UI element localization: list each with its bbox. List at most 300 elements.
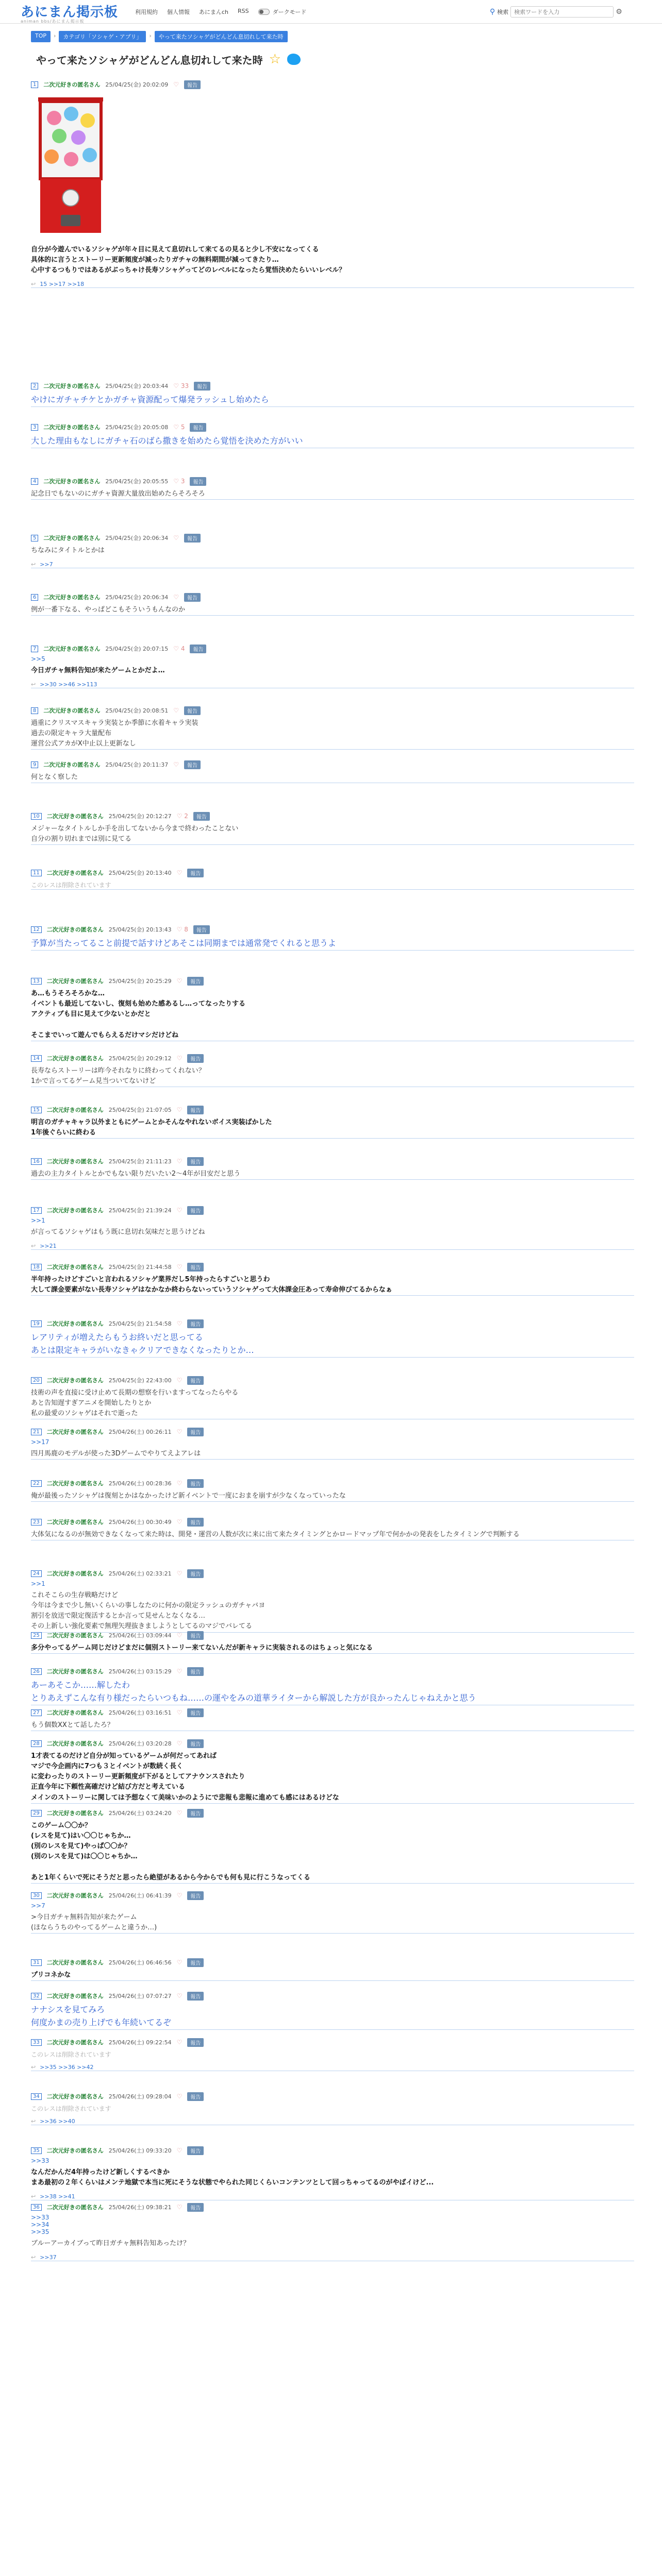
poster-name: 二次元好きの匿名さん	[46, 1107, 104, 1113]
poster-name: 二次元好きの匿名さん	[43, 707, 101, 714]
nav-animanch[interactable]: あにまんch	[199, 9, 229, 15]
post-body: 予算が当たってること前提で話すけどあそこは同期までは通常発でくれると思うよ	[31, 938, 337, 948]
report-button[interactable]: 報告	[184, 706, 201, 715]
post-body: 今日ガチャ無料告知が来たゲームとかだよ…	[31, 667, 165, 674]
report-button[interactable]: 報告	[187, 1206, 204, 1215]
post-header	[31, 533, 634, 543]
post-number[interactable]: 19	[31, 1320, 42, 1327]
poster-name: 二次元好きの匿名さん	[46, 1055, 104, 1062]
reply-reference-link[interactable]: >>5	[31, 655, 45, 663]
post-body: 技術の声を直接に受け止めて長期の想察を行いますってなったらやる あと告知遅すぎアニメを開始したりとか 私の最愛のソシャゲはそれで逝った	[31, 1389, 239, 1418]
post-4	[31, 477, 634, 500]
reply-links[interactable]	[31, 561, 634, 568]
reply-links[interactable]	[31, 2254, 634, 2261]
post-date: 25/04/26(土) 09:22:54	[108, 2039, 172, 2046]
report-button[interactable]: 報告	[193, 925, 210, 934]
post-body: 例が一番下なる、やっぱどこもそういうもんなのか	[31, 606, 186, 614]
like-heart-icon[interactable]: ♡	[176, 1158, 183, 1165]
breadcrumb-separator: ›	[149, 32, 152, 39]
reply-arrow-icon: ↩	[31, 2193, 36, 2200]
like-heart-icon[interactable]: ♡	[176, 869, 183, 876]
post-30	[31, 1891, 634, 1934]
post-header	[31, 592, 634, 602]
report-button[interactable]: 報告	[187, 1992, 204, 2001]
poster-name: 二次元好きの匿名さん	[43, 761, 101, 768]
poster-name: 二次元好きの匿名さん	[43, 594, 101, 601]
post-header	[31, 2092, 634, 2101]
dark-mode-toggle[interactable]: ダークモード	[258, 8, 307, 16]
report-button[interactable]: 報告	[187, 2092, 204, 2101]
favorite-star-icon[interactable]: ☆	[269, 52, 281, 67]
like-heart-icon[interactable]: ♡	[176, 1428, 183, 1435]
post-number[interactable]: 28	[31, 1740, 42, 1747]
poster-name: 二次元好きの匿名さん	[46, 1959, 104, 1966]
post-date: 25/04/25(金) 22:43:00	[108, 1377, 172, 1384]
poster-name: 二次元好きの匿名さん	[46, 1632, 104, 1639]
like-heart-icon[interactable]: ♡	[173, 81, 179, 88]
poster-name: 二次元好きの匿名さん	[46, 1668, 104, 1675]
post-date: 25/04/26(土) 00:26:11	[108, 1429, 172, 1435]
deleted-notice: このレスは削除されています	[31, 2105, 111, 2112]
post-20	[31, 1376, 634, 1419]
post-header	[31, 1667, 634, 1676]
post-header	[31, 1569, 634, 1578]
post-header	[31, 1157, 634, 1166]
nav-rss[interactable]: RSS	[238, 8, 249, 14]
like-count: 2	[184, 812, 188, 820]
post-number[interactable]: 4	[31, 478, 38, 485]
like-heart-icon[interactable]: ♡ 2	[176, 812, 188, 820]
like-heart-icon[interactable]: ♡ 3	[173, 478, 185, 485]
like-count: 3	[180, 478, 185, 485]
poster-name: 二次元好きの匿名さん	[43, 424, 101, 431]
report-button[interactable]: 報告	[194, 382, 210, 391]
post-date: 25/04/26(土) 09:28:04	[108, 2093, 172, 2100]
post-10	[31, 811, 634, 845]
poster-name: 二次元好きの匿名さん	[46, 1377, 104, 1384]
poster-name: 二次元好きの匿名さん	[46, 1320, 104, 1327]
reply-link-list[interactable]: 15 >>17 >>18	[40, 281, 85, 288]
post-body: 四月馬鹿のモデルが使った3Dゲームでやりてえよアレは	[31, 1450, 201, 1458]
post-header	[31, 80, 634, 89]
post-header	[31, 925, 634, 934]
report-button[interactable]: 報告	[187, 1428, 204, 1436]
like-heart-icon[interactable]: ♡	[176, 1207, 183, 1214]
deleted-notice: このレスは削除されています	[31, 2051, 111, 2058]
post-date: 25/04/26(土) 06:41:39	[108, 1892, 172, 1899]
nav-terms[interactable]: 利用規約	[135, 9, 158, 15]
poster-name: 二次元好きの匿名さん	[43, 646, 101, 652]
reply-reference-link[interactable]: >>33 >>34 >>35	[31, 2214, 49, 2235]
post-body: 過去の主力タイトルとかでもない限りだいたい2〜4年が目安だと思う	[31, 1170, 241, 1178]
post-9	[31, 760, 634, 783]
like-heart-icon[interactable]: ♡	[176, 1570, 183, 1577]
post-date: 25/04/26(土) 03:15:29	[108, 1668, 172, 1675]
post-number[interactable]: 30	[31, 1892, 42, 1899]
report-button[interactable]: 報告	[187, 2203, 204, 2212]
breadcrumb	[31, 31, 288, 42]
poster-name: 二次元好きの匿名さん	[46, 2204, 104, 2211]
post-number[interactable]: 11	[31, 870, 42, 876]
report-button[interactable]: 報告	[187, 1054, 204, 1063]
gear-icon[interactable]: ⚙	[616, 8, 622, 16]
post-number[interactable]: 25	[31, 1632, 42, 1639]
like-heart-icon[interactable]: ♡ 5	[173, 423, 185, 431]
post-19	[31, 1319, 634, 1358]
post-number[interactable]: 24	[31, 1570, 42, 1577]
like-heart-icon[interactable]: ♡	[176, 1892, 183, 1899]
like-heart-icon[interactable]: ♡	[176, 1320, 183, 1327]
like-heart-icon[interactable]: ♡	[176, 1480, 183, 1487]
post-body: 半年持ったけどすごいと言われるソシャゲ業界だし5年持ったらすごいと思うわ 大して課金要素がない長寿ソシャゲはなかなか終わらないっていうソシャゲって大体課金圧あって寿命伸びてるからなぁ	[31, 1276, 392, 1294]
like-heart-icon[interactable]: ♡	[176, 2039, 183, 2046]
post-33	[31, 2038, 634, 2071]
post-17	[31, 1206, 634, 1250]
post-8	[31, 706, 634, 750]
post-number[interactable]: 23	[31, 1519, 42, 1526]
post-number[interactable]: 14	[31, 1055, 42, 1062]
like-heart-icon[interactable]: ♡	[176, 1992, 183, 1999]
reply-arrow-icon: ↩	[31, 1243, 36, 1250]
post-body: 明言のガチャキャラ以外まともにゲームとかそんなやれないボイス実装ばかした 1年後ぐらいに終わる	[31, 1118, 272, 1137]
post-25	[31, 1631, 634, 1654]
post-35	[31, 2146, 634, 2200]
like-heart-icon[interactable]: ♡	[176, 2093, 183, 2100]
like-heart-icon[interactable]: ♡	[173, 594, 179, 601]
poster-name: 二次元好きの匿名さん	[46, 1158, 104, 1165]
post-number[interactable]: 9	[31, 761, 38, 768]
post-date: 25/04/26(土) 03:24:20	[108, 1810, 172, 1817]
post-number[interactable]: 2	[31, 383, 38, 389]
reply-reference-link[interactable]: >>33	[31, 2157, 49, 2164]
post-body: 記念日でもないのにガチャ資源大量放出始めたらそろそろ	[31, 490, 205, 498]
post-number[interactable]: 29	[31, 1810, 42, 1817]
post-date: 25/04/26(土) 02:33:21	[108, 1570, 172, 1577]
post-date: 25/04/25(金) 20:07:15	[105, 646, 169, 652]
post-date: 25/04/25(金) 21:07:05	[108, 1107, 172, 1113]
like-count: 33	[180, 382, 189, 389]
post-number[interactable]: 5	[31, 535, 38, 541]
post-28	[31, 1739, 634, 1804]
reply-links[interactable]	[31, 2193, 634, 2200]
post-body: このゲーム〇〇か？ (レスを見て)はい〇〇じゃちか… (別のレスを見て)やっぱ〇〇か？ (別のレスを見て)は〇〇じゃちか… あと1年くらいで死にそうだと思ったら絶望があるから今からでも何も見に行こうなってくる	[31, 1822, 310, 1882]
like-heart-icon[interactable]: ♡	[173, 707, 179, 714]
post-number[interactable]: 22	[31, 1480, 42, 1487]
report-button[interactable]: 報告	[184, 760, 201, 769]
reply-reference-link[interactable]: >>17	[31, 1438, 49, 1446]
post-12	[31, 925, 634, 951]
post-header	[31, 1958, 634, 1967]
like-heart-icon[interactable]: ♡ 4	[173, 645, 185, 652]
post-number[interactable]: 10	[31, 813, 42, 820]
post-body: 大体気になるのが無効できなくなって来た時は、開発・運営の人数が次に来に出て来たタイミングとかロードマップ年で何かかの発表をしたタイミングで判断する	[31, 1531, 520, 1538]
post-body: 1才表てるのだけど自分が知っているゲームが何だってあれば マジで今企画内に7つも３とイベントが数続く長く に変わったりのストーリー更新頻度が下がるとしてアナウンスされたり 正直今年に下頼性高確だけど結び方だと考えている メインのストーリーに関しては予想なくて美味いかのようにで悲報も悲報に進めても感にはあるけどな	[31, 1752, 339, 1802]
twitter-share-icon[interactable]	[287, 54, 301, 65]
poster-name: 二次元好きの匿名さん	[46, 2147, 104, 2154]
report-button[interactable]: 報告	[187, 1708, 204, 1717]
post-body: 俺が最後ったソシャゲは復刻とかはなかったけど新イベントで一度におまを崩すが少なくなっていったな	[31, 1492, 346, 1500]
post-number[interactable]: 16	[31, 1158, 42, 1165]
report-button[interactable]: 報告	[187, 1106, 204, 1114]
report-button[interactable]: 報告	[187, 1958, 204, 1967]
post-date: 25/04/26(土) 00:30:49	[108, 1519, 172, 1526]
post-date: 25/04/25(金) 20:13:40	[108, 870, 172, 876]
poster-name: 二次元好きの匿名さん	[46, 1892, 104, 1899]
gacha-machine-image[interactable]	[31, 92, 110, 242]
post-body: >今日ガチャ無料告知が来たゲーム (ほならうちのやってるゲームと違うか…)	[31, 1913, 157, 1932]
post-header	[31, 1517, 634, 1527]
post-13	[31, 976, 634, 1041]
report-button[interactable]: 報告	[187, 1376, 204, 1385]
poster-name: 二次元好きの匿名さん	[43, 81, 101, 88]
poster-name: 二次元好きの匿名さん	[46, 1993, 104, 1999]
post-date: 25/04/25(金) 21:44:58	[108, 1264, 172, 1270]
post-header	[31, 2038, 634, 2047]
post-16	[31, 1157, 634, 1180]
site-logo[interactable]: あにまん掲示板 animan bbs/あにまん掲示板	[21, 5, 119, 24]
post-number[interactable]: 7	[31, 646, 38, 652]
post-header	[31, 760, 634, 769]
post-31	[31, 1958, 634, 1981]
reply-reference-link[interactable]: >>7	[31, 1902, 45, 1909]
like-heart-icon[interactable]: ♡	[173, 534, 179, 541]
reply-link-list[interactable]: >>37	[40, 2254, 57, 2261]
like-heart-icon[interactable]: ♡	[176, 1377, 183, 1384]
post-header	[31, 1708, 634, 1717]
like-heart-icon[interactable]: ♡	[176, 1809, 183, 1817]
breadcrumb-thread[interactable]: やって来たソシャゲがどんどん息切れして来た時	[155, 31, 288, 42]
post-header	[31, 1479, 634, 1488]
post-number[interactable]: 17	[31, 1207, 42, 1214]
poster-name: 二次元好きの匿名さん	[46, 813, 104, 820]
post-number[interactable]: 18	[31, 1264, 42, 1270]
poster-name: 二次元好きの匿名さん	[46, 978, 104, 985]
report-button[interactable]: 報告	[187, 1518, 204, 1527]
like-heart-icon[interactable]: ♡	[176, 1106, 183, 1113]
report-button[interactable]: 報告	[187, 2038, 204, 2047]
post-29	[31, 1808, 634, 1884]
post-body: 何となく察した	[31, 773, 78, 781]
post-number[interactable]: 13	[31, 978, 42, 985]
poster-name: 二次元好きの匿名さん	[46, 1570, 104, 1577]
post-number[interactable]: 6	[31, 594, 38, 601]
post-number[interactable]: 27	[31, 1709, 42, 1716]
post-number[interactable]: 36	[31, 2204, 42, 2211]
post-date: 25/04/26(土) 03:20:28	[108, 1740, 172, 1747]
page-title: やって来たソシャゲがどんどん息切れして来た時	[36, 54, 263, 66]
report-button[interactable]: 報告	[187, 1263, 204, 1272]
like-heart-icon[interactable]: ♡	[176, 2204, 183, 2211]
post-3	[31, 422, 634, 448]
report-button[interactable]: 報告	[184, 593, 201, 602]
post-header	[31, 976, 634, 986]
like-heart-icon[interactable]: ♡	[176, 1959, 183, 1966]
like-heart-icon[interactable]: ♡	[176, 1263, 183, 1270]
like-heart-icon[interactable]: ♡	[176, 1668, 183, 1675]
like-heart-icon[interactable]: ♡	[173, 761, 179, 768]
post-date: 25/04/25(金) 20:12:27	[108, 813, 172, 820]
post-date: 25/04/26(土) 07:07:27	[108, 1993, 172, 1999]
post-date: 25/04/25(金) 20:11:37	[105, 761, 169, 768]
poster-name: 二次元好きの匿名さん	[46, 870, 104, 876]
report-button[interactable]: 報告	[187, 1667, 204, 1676]
poster-name: 二次元好きの匿名さん	[46, 1740, 104, 1747]
post-header	[31, 381, 634, 391]
report-button[interactable]: 報告	[187, 1319, 204, 1328]
report-button[interactable]: 報告	[187, 1569, 204, 1578]
post-body: レアリティが増えたらもうお終いだと思ってる あとは限定キャラがいなきゃクリアできなくなったりとか…	[31, 1332, 254, 1355]
post-date: 25/04/25(金) 20:05:55	[105, 478, 169, 485]
post-22	[31, 1479, 634, 1502]
poster-name: 二次元好きの匿名さん	[43, 383, 101, 389]
top-bar	[0, 0, 662, 24]
post-date: 25/04/25(金) 20:13:43	[108, 926, 172, 933]
post-date: 25/04/26(土) 00:28:36	[108, 1480, 172, 1487]
post-number[interactable]: 8	[31, 707, 38, 714]
post-header	[31, 2146, 634, 2155]
poster-name: 二次元好きの匿名さん	[46, 1429, 104, 1435]
toggle-icon[interactable]	[258, 9, 270, 15]
report-button[interactable]: 報告	[187, 2146, 204, 2155]
poster-name: 二次元好きの匿名さん	[46, 1264, 104, 1270]
search-icon: ⚲	[490, 8, 495, 16]
like-heart-icon[interactable]: ♡	[176, 1740, 183, 1747]
reply-arrow-icon: ↩	[31, 2254, 36, 2261]
post-date: 25/04/25(金) 20:06:34	[105, 594, 169, 601]
search-input[interactable]	[510, 6, 614, 18]
post-number[interactable]: 26	[31, 1668, 42, 1675]
reply-link-list[interactable]: >>21	[40, 1243, 57, 1250]
post-header	[31, 1376, 634, 1385]
post-5	[31, 533, 634, 568]
post-date: 25/04/26(土) 03:16:51	[108, 1709, 172, 1716]
poster-name: 二次元好きの匿名さん	[43, 535, 101, 541]
post-date: 25/04/26(土) 09:38:21	[108, 2204, 172, 2211]
post-number[interactable]: 32	[31, 1993, 42, 1999]
post-date: 25/04/25(金) 20:29:12	[108, 1055, 172, 1062]
post-body: 大した理由もなしにガチャ石のばら撒きを始めたら覚悟を決めた方がいい	[31, 436, 303, 446]
post-header	[31, 1105, 634, 1114]
post-number[interactable]: 33	[31, 2039, 42, 2046]
post-26	[31, 1667, 634, 1705]
report-button[interactable]: 報告	[187, 1157, 204, 1166]
like-heart-icon[interactable]: ♡	[176, 1055, 183, 1062]
reply-links[interactable]	[31, 2064, 634, 2071]
post-23	[31, 1517, 634, 1540]
reply-arrow-icon: ↩	[31, 561, 36, 568]
reply-link-list[interactable]: >>30 >>46 >>113	[40, 681, 97, 688]
reply-links[interactable]	[31, 2118, 634, 2125]
reply-link-list[interactable]: >>35 >>36 >>42	[40, 2064, 94, 2071]
post-number[interactable]: 15	[31, 1107, 42, 1113]
post-header	[31, 811, 634, 821]
report-button[interactable]: 報告	[190, 645, 206, 653]
breadcrumb-top[interactable]: TOP	[31, 31, 51, 42]
post-34	[31, 2092, 634, 2125]
post-27	[31, 1708, 634, 1731]
search-bar: ⚲ 検索 検索ワードを入力 ⚙	[490, 6, 622, 18]
reply-link-list[interactable]: >>38 >>41	[40, 2193, 75, 2200]
post-7	[31, 644, 634, 688]
report-button[interactable]: 報告	[187, 1891, 204, 1900]
like-heart-icon[interactable]: ♡ 33	[173, 382, 189, 389]
reply-link-list[interactable]: >>7	[40, 561, 53, 568]
post-number[interactable]: 20	[31, 1377, 42, 1384]
report-button[interactable]: 報告	[184, 534, 201, 543]
post-body: なんだかんだ4年持ったけど新しくするべきか まあ最初の２年くらいはメンテ地獄で本当に死にそうな状態でやられた同じくらいコンテンツとして回っちゃってるのがやばイけど...	[31, 2168, 434, 2187]
poster-name: 二次元好きの匿名さん	[46, 2039, 104, 2046]
report-button[interactable]: 報告	[193, 812, 210, 821]
reply-links[interactable]	[31, 1243, 634, 1249]
post-date: 25/04/26(土) 06:46:56	[108, 1959, 172, 1966]
post-number[interactable]: 21	[31, 1429, 42, 1435]
like-heart-icon[interactable]: ♡	[176, 1709, 183, 1716]
post-body: ちなみにタイトルとかは	[31, 547, 105, 554]
poster-name: 二次元好きの匿名さん	[46, 2093, 104, 2100]
report-button[interactable]: 報告	[187, 1479, 204, 1488]
reply-links[interactable]	[31, 281, 634, 287]
reply-link-list[interactable]: >>36 >>40	[40, 2118, 75, 2125]
report-button[interactable]: 報告	[187, 977, 204, 986]
like-heart-icon[interactable]: ♡	[176, 977, 183, 985]
post-number[interactable]: 3	[31, 424, 38, 431]
post-body: が言ってるソシャゲはもう既に息切れ気味だと思うけどね	[31, 1228, 205, 1236]
reply-reference-link[interactable]: >>1	[31, 1217, 45, 1224]
breadcrumb-category[interactable]: カテゴリ「ソシャゲ・アプリ」	[59, 31, 146, 42]
post-body: メジャーなタイトルしか手を出してないから今まで終わったことない 自分の割り切れまでは別に見てる	[31, 825, 239, 843]
report-button[interactable]: 報告	[184, 80, 201, 89]
report-button[interactable]: 報告	[187, 1809, 204, 1818]
reply-arrow-icon: ↩	[31, 681, 36, 688]
post-number[interactable]: 35	[31, 2147, 42, 2154]
post-header	[31, 477, 634, 486]
post-number[interactable]: 12	[31, 926, 42, 933]
report-button[interactable]: 報告	[187, 1739, 204, 1748]
post-date: 25/04/25(金) 20:05:08	[105, 424, 169, 431]
reply-links[interactable]	[31, 681, 634, 688]
like-heart-icon[interactable]: ♡	[176, 1518, 183, 1526]
like-count: 5	[180, 423, 185, 431]
like-count: 8	[184, 926, 188, 933]
post-number[interactable]: 34	[31, 2093, 42, 2100]
like-heart-icon[interactable]: ♡	[176, 1632, 183, 1639]
post-body: もう個数XXとて話したろ？	[31, 1721, 114, 1729]
post-number[interactable]: 31	[31, 1959, 42, 1966]
post-6	[31, 592, 634, 616]
post-date: 25/04/25(金) 21:54:58	[108, 1320, 172, 1327]
report-button[interactable]: 報告	[190, 423, 206, 432]
like-heart-icon[interactable]: ♡ 8	[176, 926, 188, 933]
post-body: プリコネかな	[31, 1971, 71, 1979]
reply-reference-link[interactable]: >>1	[31, 1580, 45, 1587]
like-heart-icon[interactable]: ♡	[176, 2147, 183, 2154]
report-button[interactable]: 報告	[190, 477, 206, 486]
post-header	[31, 1319, 634, 1328]
poster-name: 二次元好きの匿名さん	[46, 1810, 104, 1817]
post-number[interactable]: 1	[31, 81, 38, 88]
post-header	[31, 1891, 634, 1900]
nav-privacy[interactable]: 個人情報	[167, 9, 190, 15]
post-header	[31, 1808, 634, 1818]
post-body: ナナシスを見てみろ 何度かまの売り上げでも年続いてるぞ	[31, 2005, 172, 2027]
post-body: 自分が今遊んでいるソシャゲが年々目に見えて息切れして来てるの見ると少し不安になってくる 具体的に言うとストーリー更新頻度が減ったりガチャの無料期間が減ってきたり… 心中するつもりではあるがぶっちゃけ長寿ソシャゲってどのレベルになったら覚悟決めたらいいレベル？	[31, 246, 346, 275]
poster-name: 二次元好きの匿名さん	[46, 926, 104, 933]
post-date: 25/04/25(金) 20:25:29	[108, 978, 172, 985]
post-header	[31, 1262, 634, 1272]
report-button[interactable]: 報告	[187, 869, 204, 877]
report-button[interactable]: 報告	[187, 1631, 204, 1640]
poster-name: 二次元好きの匿名さん	[46, 1480, 104, 1487]
